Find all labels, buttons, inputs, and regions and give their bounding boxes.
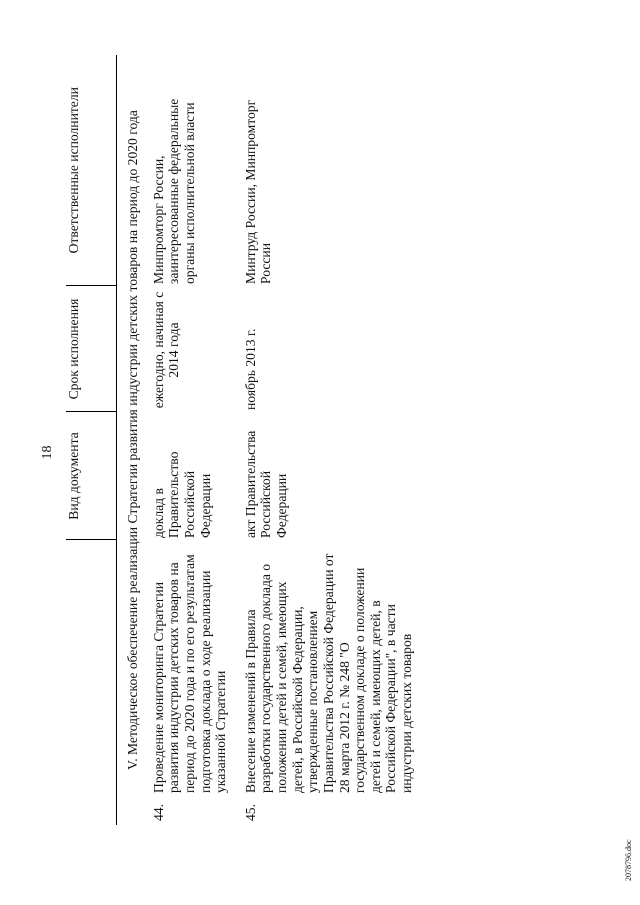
row-number: 44. bbox=[150, 804, 166, 821]
row-name: Внесение изменений в Правила разработки государственного доклада о положении детей и семей, имеющих детей, в Российской Федерации, утвержденные постановлением Правительства Российской Федерации от 28 марта 2012 г. № 248 "О государственном докладе о положении детей и семей, имеющих детей, в Российской Федерации", в части индустрии детских товаров bbox=[242, 553, 414, 793]
header-deadline: Срок исполнения bbox=[66, 286, 117, 412]
table-row bbox=[151, 55, 243, 825]
header-number bbox=[66, 795, 117, 825]
footer-filename: 2078796.doc bbox=[624, 839, 633, 881]
page-number: 18 bbox=[40, 445, 55, 460]
row-responsible: Минпромторг России, заинтересованные федеральные органы исполнительной власти bbox=[150, 98, 197, 284]
section-title: V. Методическое обеспечение реализации Стратегии развития индустрии детских товаров на период до 2020 года bbox=[125, 110, 140, 770]
measures-table bbox=[66, 55, 429, 825]
row-doc-type: акт Правительства Российской Федерации bbox=[242, 430, 289, 538]
row-number: 45. bbox=[242, 804, 258, 821]
table-row bbox=[243, 55, 429, 825]
header-doc-type: Вид документа bbox=[66, 412, 117, 540]
row-deadline: ноябрь 2013 г. bbox=[242, 328, 258, 410]
header-responsible: Ответственные исполнители bbox=[66, 55, 117, 286]
row-name: Проведение мониторинга Стратегии развития индустрии детских товаров на период до 2020 года и по его результатам подготовка доклада о ходе реализации указанной Стратегии bbox=[150, 554, 229, 793]
section-row bbox=[117, 55, 151, 825]
row-doc-type: доклад в Правительство Российской Федерации bbox=[150, 451, 213, 538]
table-header-row bbox=[66, 55, 117, 825]
row-responsible: Минтруд России, Минпромторг России bbox=[242, 99, 274, 284]
header-name bbox=[66, 540, 117, 795]
row-deadline: ежегодно, начиная с 2014 года bbox=[150, 291, 182, 409]
